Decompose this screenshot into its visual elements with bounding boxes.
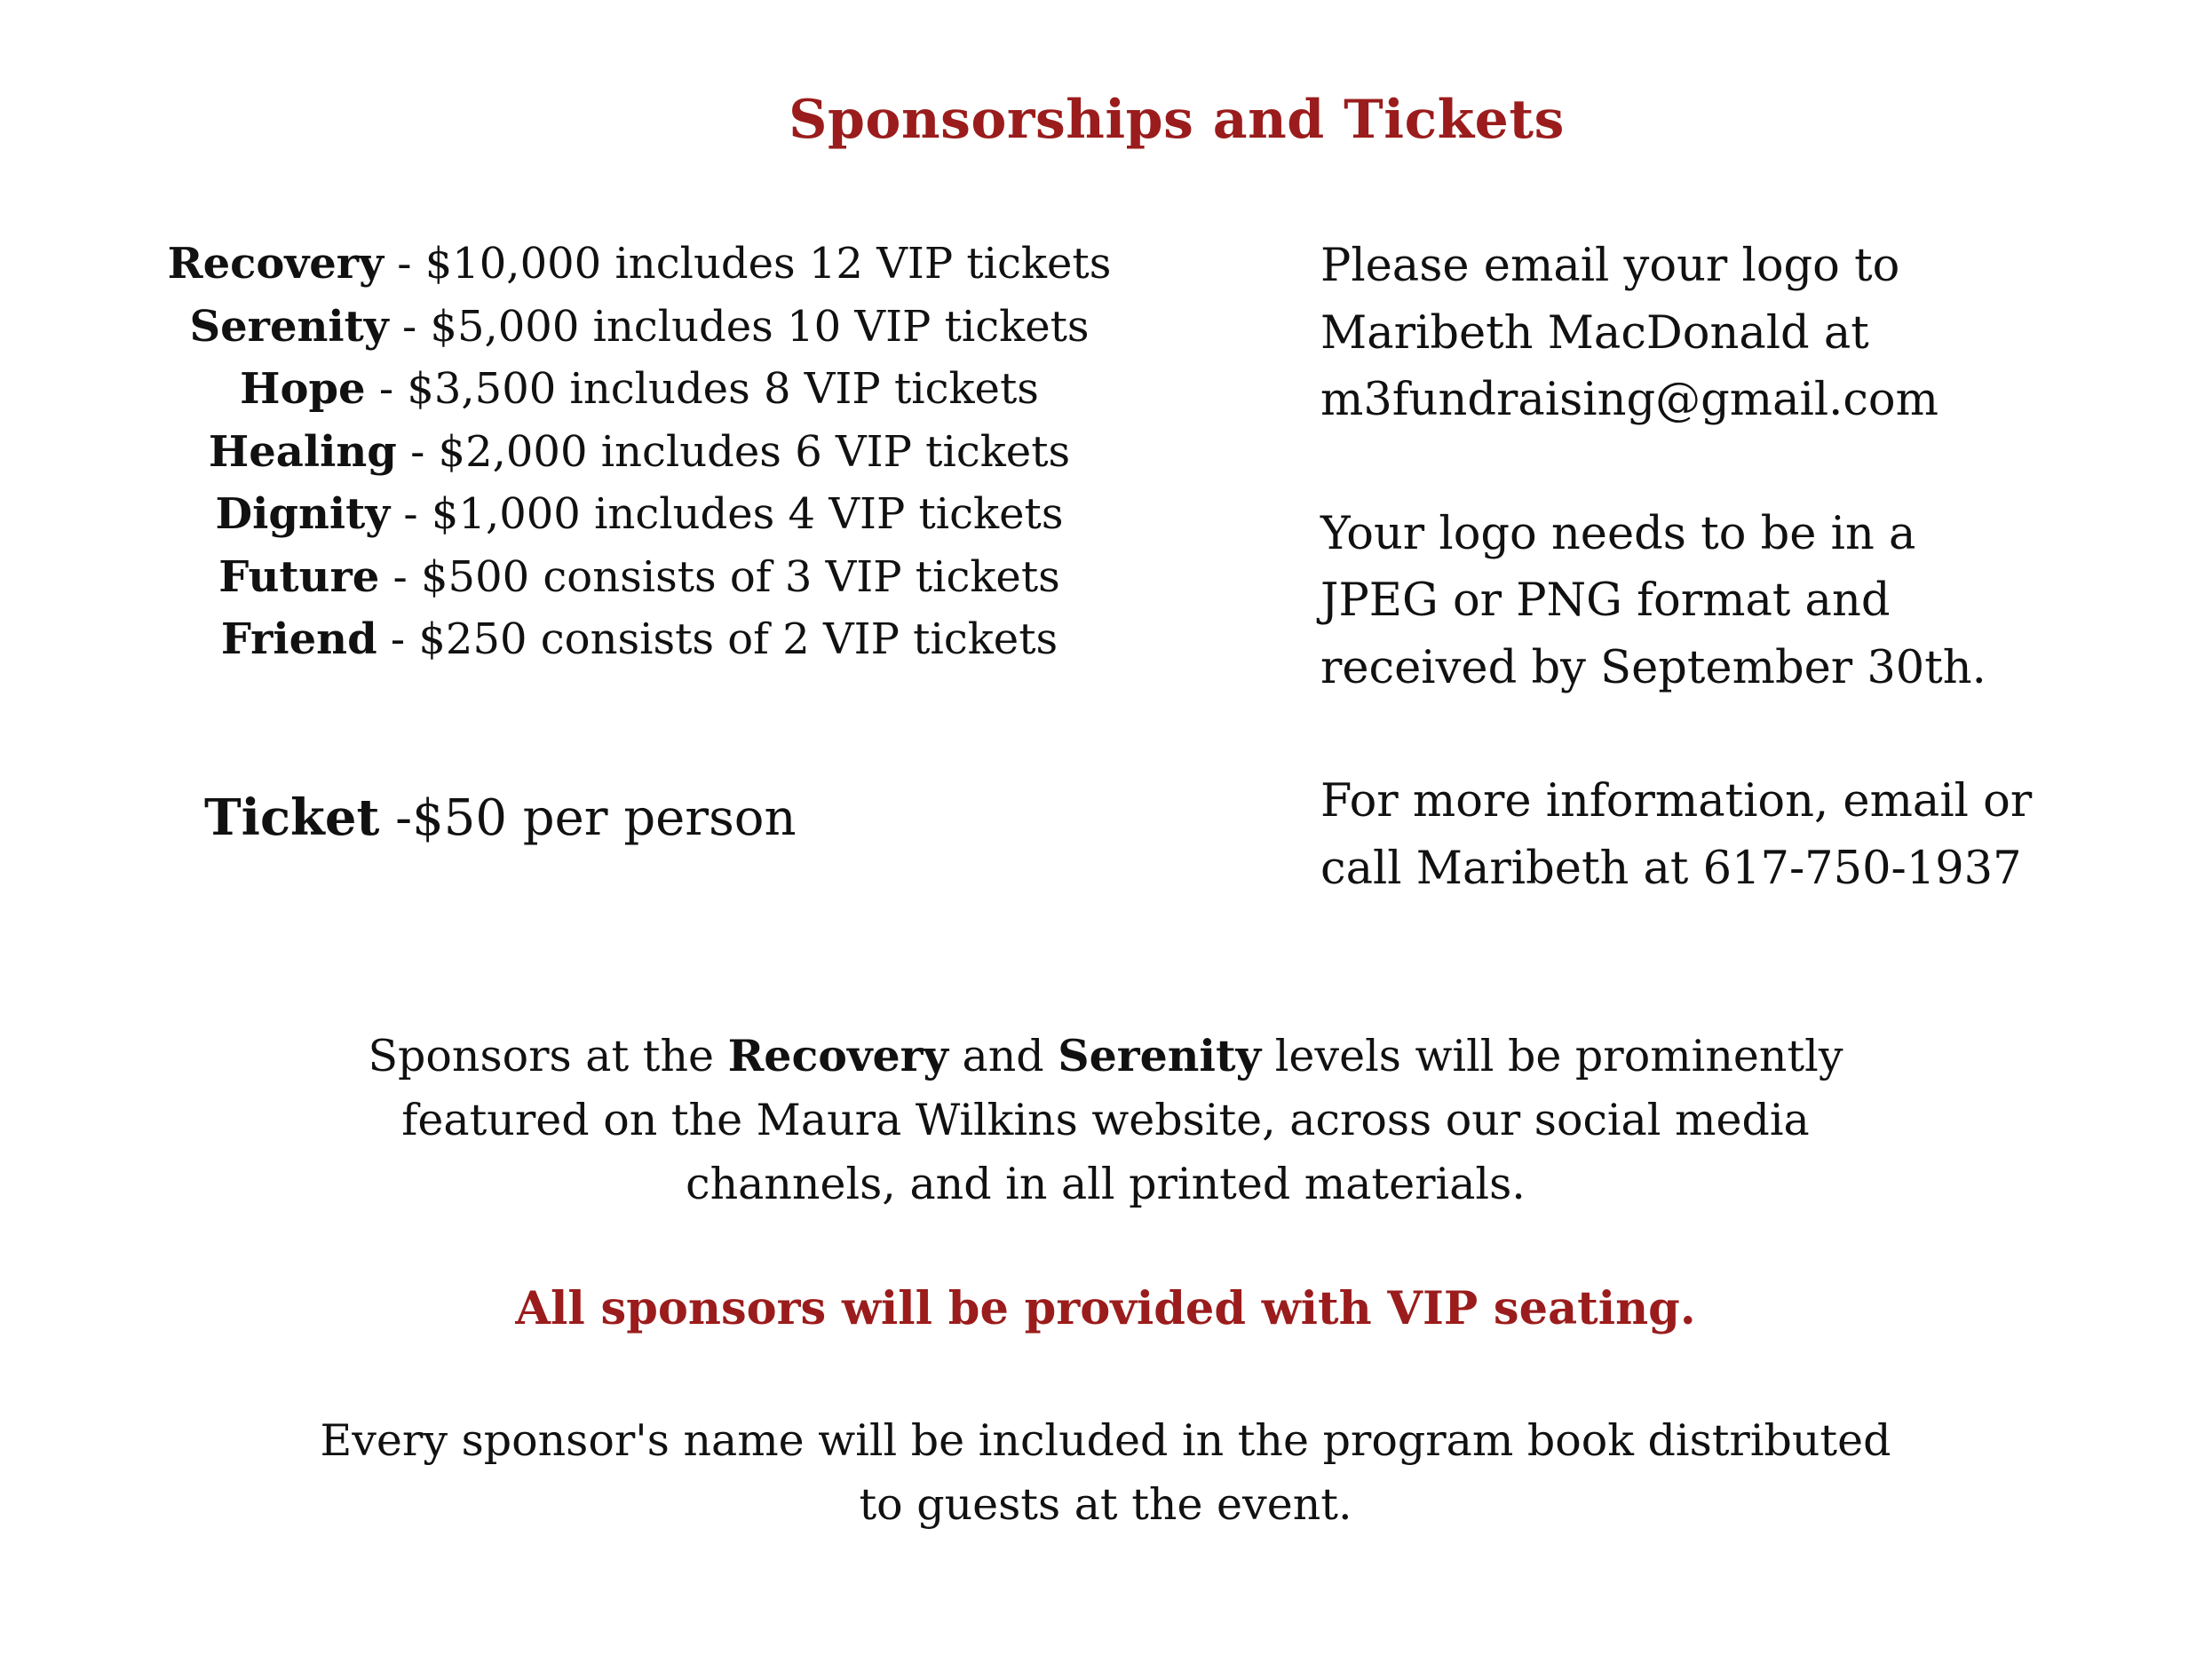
ticket-price	[204, 788, 797, 847]
vip-seating-notice: All sponsors will be provided with VIP seating.	[515, 1282, 1696, 1335]
text-line: received by September 30th.	[1320, 641, 1986, 694]
program-book-note	[266, 1409, 1945, 1537]
text-run: levels will be prominently	[1261, 1031, 1843, 1081]
tier-serenity	[124, 296, 1154, 359]
ticket-label: Ticket	[204, 788, 380, 847]
tier-detail: - $5,000 includes 10 VIP tickets	[388, 301, 1090, 352]
more-info-paragraph	[1320, 768, 2173, 902]
text-line	[266, 1024, 1945, 1089]
text-run: Sponsors at the	[368, 1031, 728, 1081]
text-line: Please email your logo to	[1320, 240, 1900, 292]
tier-detail: - $10,000 includes 12 VIP tickets	[383, 239, 1112, 289]
tier-dignity	[124, 483, 1154, 546]
text-line: JPEG or PNG format and	[1320, 574, 1891, 627]
tier-name: Friend	[220, 614, 377, 664]
sponsorship-tiers-list	[124, 233, 1154, 671]
text-line: featured on the Maura Wilkins website, across our social media	[401, 1095, 1810, 1145]
tier-hope	[124, 358, 1154, 421]
tier-name: Dignity	[215, 489, 391, 539]
contact-phone-line: call Maribeth at 617-750-1937	[1320, 842, 2022, 895]
tier-detail: - $250 consists of 2 VIP tickets	[377, 614, 1058, 664]
logo-instructions	[1320, 233, 2173, 902]
tier-name: Serenity	[189, 301, 389, 352]
tier-name: Recovery	[167, 239, 384, 289]
sponsors-feature-note	[266, 1024, 1945, 1216]
text-line: Every sponsor's name will be included in the program book distributed	[320, 1415, 1891, 1466]
text-line: to guests at the event.	[859, 1479, 1352, 1530]
tier-name: Future	[218, 551, 380, 602]
logo-format-paragraph	[1320, 501, 2173, 702]
tier-recovery	[124, 233, 1154, 296]
tier-highlight: Serenity	[1058, 1030, 1262, 1081]
tier-name: Healing	[208, 426, 397, 477]
tier-friend	[124, 608, 1154, 671]
text-line: Your logo needs to be in a	[1320, 507, 1916, 560]
tier-detail: - $3,500 includes 8 VIP tickets	[365, 364, 1039, 414]
tier-detail: - $1,000 includes 4 VIP tickets	[390, 489, 1064, 539]
text-line: channels, and in all printed materials.	[686, 1159, 1526, 1209]
logo-email-paragraph	[1320, 233, 2173, 434]
text-line: For more information, email or	[1320, 775, 2033, 828]
tier-future	[124, 546, 1154, 609]
tier-highlight: Recovery	[727, 1030, 948, 1081]
text-run: and	[947, 1031, 1058, 1081]
page-title: Sponsorships and Tickets	[789, 89, 1565, 151]
text-line: Maribeth MacDonald at	[1320, 306, 1869, 360]
tier-healing	[124, 421, 1154, 484]
tier-detail: - $2,000 includes 6 VIP tickets	[396, 426, 1071, 477]
tier-name: Hope	[240, 364, 366, 414]
ticket-detail: -$50 per person	[379, 789, 797, 847]
tier-detail: - $500 consists of 3 VIP tickets	[379, 551, 1060, 602]
contact-email: m3fundraising@gmail.com	[1320, 374, 1938, 426]
